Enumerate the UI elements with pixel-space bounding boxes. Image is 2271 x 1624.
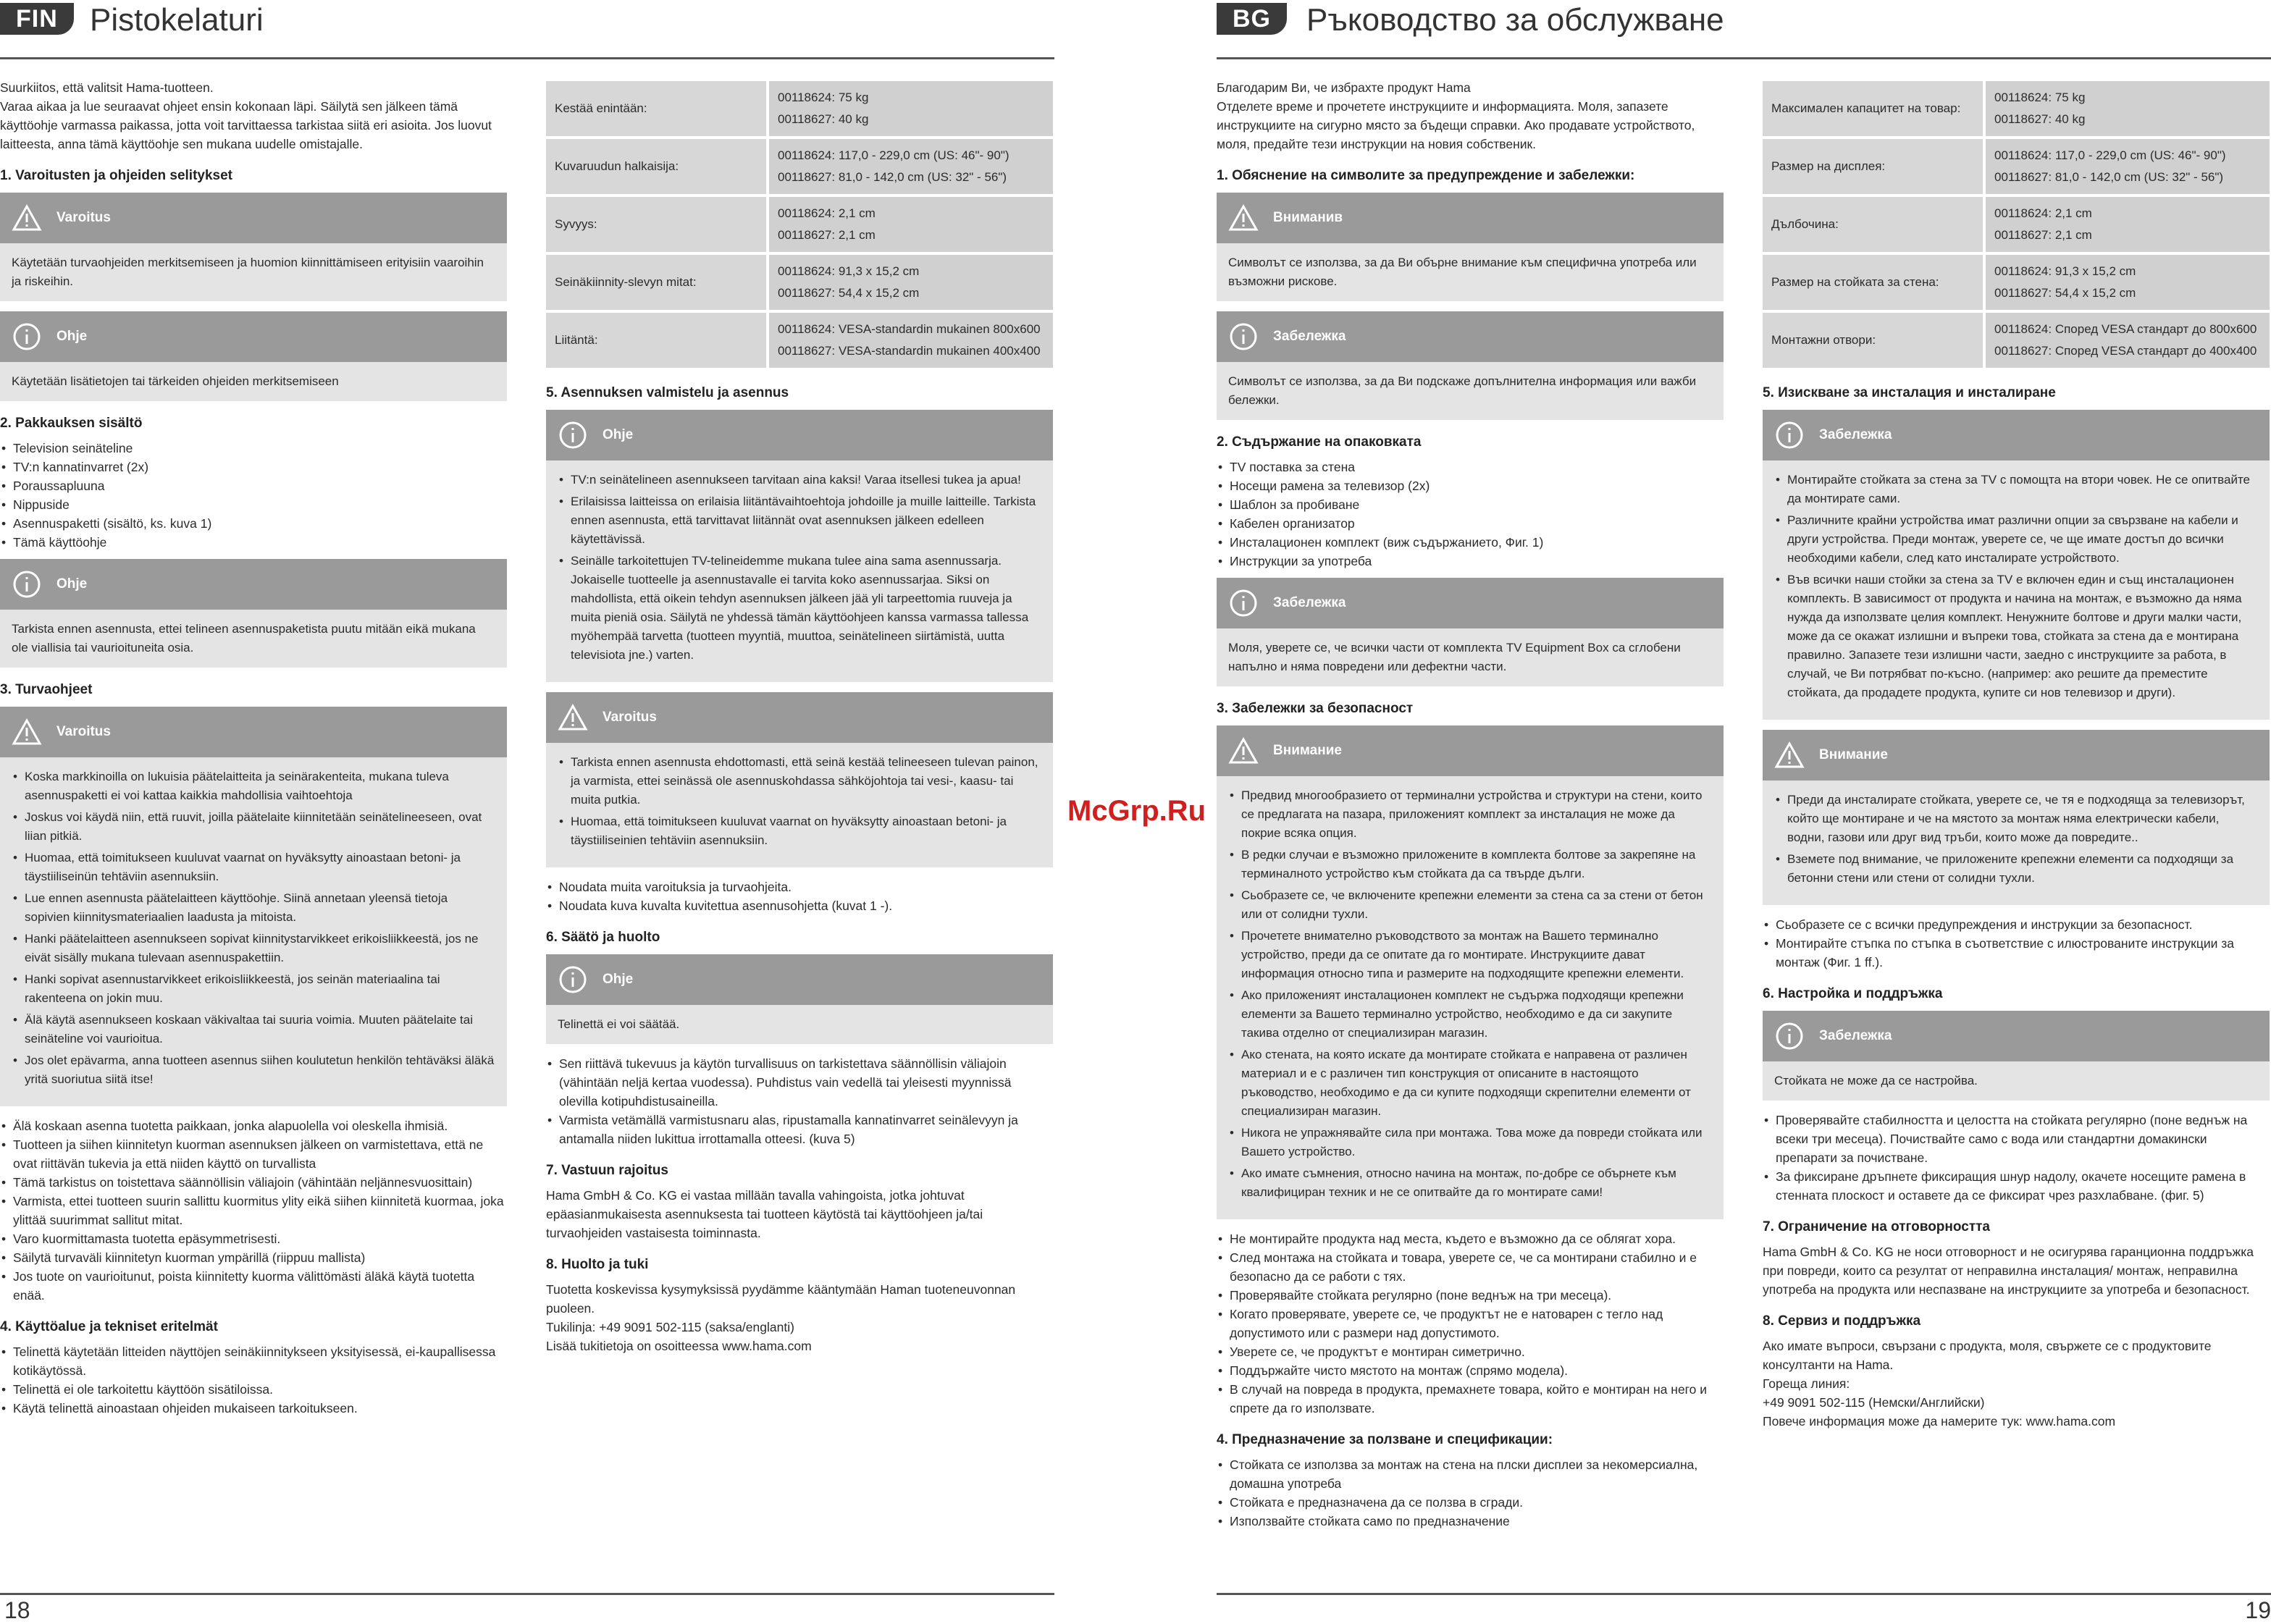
spec-table xyxy=(1763,78,2270,371)
section-5-title: 5. Изискване за инсталация и инсталиране xyxy=(1763,385,2056,400)
page-finnish xyxy=(0,0,1054,1621)
intro-line-1: Благодарим Ви, че избрахте продукт Hama xyxy=(1217,80,1471,95)
list-item: • За фиксиране дръпнете фиксиращия шнур надолу, окачете носещите рамена в стенната плоскост и оставете да се фиксират чрез разхлабване. (фиг. 5) xyxy=(1763,1167,2270,1205)
list-item: • Проверявайте стойката регулярно (поне веднъж на три месеца). xyxy=(1217,1286,1724,1305)
spec-value: 00118624: 91,3 x 15,2 cm xyxy=(778,264,920,278)
list-item: • Носещи рамена за телевизор (2x) xyxy=(1217,476,1724,495)
list-item: • Poraussapluuna xyxy=(0,476,507,495)
spec-value: 00118627: 81,0 - 142,0 cm (US: 32" - 56") xyxy=(1994,170,2224,184)
list-item: • Поддържайте чисто мястото на монтаж (спрямо модела). xyxy=(1217,1361,1724,1380)
column-2 xyxy=(546,78,1053,1355)
page-footer-rule xyxy=(1217,1593,2271,1595)
table-row xyxy=(1763,313,2270,368)
spec-value: 00118624: 91,3 x 15,2 cm xyxy=(1994,264,2136,278)
language-badge: BG xyxy=(1217,3,1287,35)
list-item: • Сьобразете се с всички предупреждения и инструкции за безопасност. xyxy=(1763,915,2270,934)
info-circle-icon xyxy=(1227,320,1260,353)
info-label: Ohje xyxy=(56,329,88,344)
spec-value: 00118627: 2,1 cm xyxy=(1994,228,2092,242)
warning-box xyxy=(546,692,1053,867)
column-1 xyxy=(0,78,507,1425)
info-circle-icon xyxy=(1227,586,1260,620)
section-8-title: 8. Huolto ja tuki xyxy=(546,1257,649,1272)
info-text: Tarkista ennen asennusta, ettei telineen asennuspaketista puutu mitään eikä mukana ole viallisia tai vaurioituneita osia. xyxy=(0,610,507,668)
warning-label: Внимание xyxy=(1273,743,1342,758)
list-item: • Сьобразете се, че включените крепежни елементи за стена са за стени от бетон или от солидни тухли. xyxy=(1228,886,1712,924)
section-4-title: 4. Предназначение за ползване и спецификации: xyxy=(1217,1432,1553,1447)
intro-line-1: Suurkiitos, että valitsit Hama-tuotteen. xyxy=(0,80,214,95)
spec-key: Размер на дисплея: xyxy=(1763,139,1986,194)
list-item: • Ако стената, на която искате да монтирате стойката е направена от различен материал и е с различен тип конструкция от описаните в настоящото ръководство, необходимо е да си купите подходящи скрепителни елементи от специализиран магазин. xyxy=(1228,1045,1712,1121)
section-3-title: 3. Turvaohjeet xyxy=(0,682,93,697)
warning-text: Символът се използва, за да Ви обърне внимание към специфична употреба или възможни рискове. xyxy=(1217,243,1724,301)
list-item: • Не монтирайте продукта над места, където е възможно да се облягат хора. xyxy=(1217,1229,1724,1248)
support-line: Повече информация може да намерите тук: www.hama.com xyxy=(1763,1414,2116,1429)
spec-value: 00118627: 54,4 x 15,2 cm xyxy=(778,286,920,300)
info-box xyxy=(1763,410,2270,720)
list-item: • Монтирайте стъпка по стъпка в съответствие с илюстрованите инструкции за монтаж (Фиг. 1 ff.). xyxy=(1763,934,2270,972)
page-header xyxy=(0,0,1054,59)
list-item: • Älä käytä asennukseen koskaan väkivaltaa tai suuria voimia. Muuten päätelaite tai seinäteline voi vaurioitua. xyxy=(12,1011,495,1048)
section-8-title: 8. Сервиз и поддръжка xyxy=(1763,1313,1921,1329)
table-row xyxy=(1763,197,2270,252)
list-item: • Tämä tarkistus on toistettava säännöllisin väliajoin (vähintään neljännesvuosittain) xyxy=(0,1173,507,1192)
list-item: • Шаблон за пробиване xyxy=(1217,495,1724,514)
section-1-title: 1. Обяснение на символите за предупреждение и забележки: xyxy=(1217,168,1635,183)
table-row xyxy=(546,81,1053,136)
spec-value: 00118627: 40 kg xyxy=(1994,112,2086,126)
warning-label: Внимание xyxy=(1819,747,1888,762)
support-line: Tuotetta koskevissa kysymyksissä pyydämme kääntymään Haman tuoteneuvonnan puoleen. xyxy=(546,1282,1016,1316)
list-item: • TV:n kannatinvarret (2x) xyxy=(0,458,507,476)
section-7-title: 7. Vastuun rajoitus xyxy=(546,1163,668,1178)
info-text: Символът се използва, за да Ви подскаже допълнителна информация или важби бележки. xyxy=(1217,362,1724,420)
list-item: • Telinettä käytetään litteiden näyttöjen seinäkiinnitykseen yksityisessä, ei-kaupallisessa kotikäytössä. xyxy=(0,1342,507,1380)
usage-list xyxy=(1217,1455,1724,1531)
warning-box xyxy=(1217,725,1724,1219)
warning-triangle-icon xyxy=(10,201,43,235)
list-item: • Älä koskaan asenna tuotetta paikkaan, jonka alapuolella voi oleskella ihmisiä. xyxy=(0,1116,507,1135)
info-box xyxy=(546,954,1053,1044)
support-line: Lisää tukitietoja on osoitteessa www.hama.com xyxy=(546,1339,812,1353)
table-row xyxy=(1763,255,2270,310)
spec-key: Kuvaruudun halkaisija: xyxy=(546,139,769,194)
list-item: • Вземете под внимание, че приложените крепежни елементи са подходящи за бетонни стени или стени от солидни тухли. xyxy=(1774,850,2258,888)
liability-text: Hama GmbH & Co. KG не носи отговорност и не осигурява гаранционна поддръжка при повреди, които са резултат от неправилна инсталация/ монтаж, неправилна употреба на продукта или неспазване на инструкциите за употреба и безопасност. xyxy=(1763,1245,2254,1297)
info-label: Ohje xyxy=(603,427,634,442)
list-item: • Никога не упражнявайте сила при монтажа. Това може да повреди стойката или Вашето устройство. xyxy=(1228,1124,1712,1161)
support-line: Tukilinja: +49 9091 502-115 (saksa/englanti) xyxy=(546,1320,794,1334)
list-item: • В редки случаи е възможно приложените в комплекта болтове за закрепяне на терминалното устройство към стойката да са твърде дълги. xyxy=(1228,846,1712,883)
watermark: McGrp.Ru xyxy=(1067,795,1206,827)
spec-value: 00118627: 54,4 x 15,2 cm xyxy=(1994,286,2136,300)
info-box xyxy=(1763,1011,2270,1101)
spec-key: Seinäkiinnity-slevyn mitat: xyxy=(546,255,769,310)
table-row xyxy=(1763,139,2270,194)
warning-box xyxy=(1217,193,1724,301)
support-line: Ако имате въпроси, свързани с продукта, моля, свържете се с продуктовите консултанти на Hama. xyxy=(1763,1339,2212,1372)
info-box xyxy=(0,559,507,668)
spec-value: 00118627: VESA-standardin mukainen 400x400 xyxy=(778,344,1041,358)
list-item: • Jos tuote on vaurioitunut, poista kiinnitetty kuorma välittömästi äläkä käytä tuotetta enää. xyxy=(0,1267,507,1305)
info-circle-icon xyxy=(10,568,43,601)
support-line: Гореща линия: xyxy=(1763,1376,1850,1391)
install-list xyxy=(1763,915,2270,972)
table-row xyxy=(546,197,1053,252)
list-item: • Hanki päätelaitteen asennukseen sopivat kiinnitystarvikkeet erikoisliikkeestä, jos ne eivät sisälly mukana tulevaan asennuspakettiin. xyxy=(12,930,495,967)
info-text: Стойката не може да се настройва. xyxy=(1763,1061,2270,1101)
warning-label: Varoitus xyxy=(603,710,657,725)
spec-value: 00118627: 81,0 - 142,0 cm (US: 32" - 56") xyxy=(778,170,1007,184)
list-item: • Монтирайте стойката за стена за TV с помощта на втори човек. Не се опитвайте да монтирате сами. xyxy=(1774,471,2258,508)
warning-text: Käytetään turvaohjeiden merkitsemiseen ja huomion kiinnittämiseen erityisiin vaaroihin ja riskeihin. xyxy=(0,243,507,301)
spec-key: Размер на стойката за стена: xyxy=(1763,255,1986,310)
page-title: Pistokelaturi xyxy=(90,2,264,38)
section-2-title: 2. Pakkauksen sisältö xyxy=(0,416,143,431)
list-item: • Television seinäteline xyxy=(0,439,507,458)
warning-box xyxy=(0,193,507,301)
column-1 xyxy=(1217,78,1724,1538)
list-item: • Различните крайни устройства имат различни опции за свързване на кабели и други устройства. Преди монтаж, уверете се, че ще имате достъп до всички необходими кабели, след като инсталирате устройството. xyxy=(1774,511,2258,568)
warning-label: Varoitus xyxy=(56,210,111,225)
info-label: Ohje xyxy=(56,576,88,592)
page-header xyxy=(1217,0,2271,59)
section-4-title: 4. Käyttöalue ja tekniset eritelmät xyxy=(0,1319,218,1334)
table-row xyxy=(1763,81,2270,136)
list-item: • Koska markkinoilla on lukuisia päätelaitteita ja seinärakenteita, mukana tuleva asennuspaketti ei voi kattaa kaikkia mahdollisia vaihtoehtoja xyxy=(12,767,495,805)
list-item: • Varmista, ettei tuotteen suurin sallittu kuormitus ylity eikä siihen kiinnitetä kuormaa, joka ylittää suurimmat sallitut mitat. xyxy=(0,1192,507,1229)
info-text: Telinettä ei voi säätää. xyxy=(546,1005,1053,1044)
section-7-title: 7. Ограничение на отговорността xyxy=(1763,1219,1990,1234)
list-item: • Стойката е предназначена да се ползва в сгради. xyxy=(1217,1493,1724,1512)
list-item: • Ако имате съмнения, относно начина на монтаж, по-добре се обърнете към квалифициран техник и не се опитвайте да го монтирате сами! xyxy=(1228,1164,1712,1202)
spec-value: 00118624: 117,0 - 229,0 cm (US: 46"- 90") xyxy=(1994,148,2226,162)
list-item: • Noudata kuva kuvalta kuvitettua asennusohjetta (kuvat 1 -). xyxy=(546,896,1053,915)
info-circle-icon xyxy=(10,320,43,353)
list-item: • Telinettä ei ole tarkoitettu käyttöön sisätiloissa. xyxy=(0,1380,507,1399)
intro-line-2: Отделете време и прочетете инструкциите и информацията. Моля, запазете инструкциите на сигурно място за бъдещи справки. Ако продавате устройството, моля, предайте тези инструкции на новия собственик. xyxy=(1217,99,1695,151)
list-item: • Käytä telinettä ainoastaan ohjeiden mukaiseen tarkoitukseen. xyxy=(0,1399,507,1418)
list-item: • Използвайте стойката само по предназначение xyxy=(1217,1512,1724,1531)
list-item: • Asennuspaketti (sisältö, ks. kuva 1) xyxy=(0,514,507,533)
info-text: Моля, уверете се, че всички части от комплекта TV Equipment Box са сглобени напълно и няма повредени или дефектни части. xyxy=(1217,628,1724,686)
maintenance-list xyxy=(1763,1111,2270,1205)
list-item: • Huomaa, että toimitukseen kuuluvat vaarnat on hyväksytty ainoastaan betoni- ja täystiiliseinien tehtäviin asennuksiin. xyxy=(558,812,1041,850)
spec-key: Liitäntä: xyxy=(546,313,769,368)
info-label: Ohje xyxy=(603,972,634,987)
list-item: • Tämä käyttöohje xyxy=(0,533,507,552)
table-row xyxy=(546,255,1053,310)
list-item: • След монтажа на стойката и товара, уверете се, че са монтирани стабилно и е безопасно да се работи с тях. xyxy=(1217,1248,1724,1286)
column-2 xyxy=(1763,78,2270,1431)
list-item: • Nippuside xyxy=(0,495,507,514)
intro-line-2: Varaa aikaa ja lue seuraavat ohjeet ensin kokonaan läpi. Säilytä sen jälkeen tämä käyttöohje varmassa paikassa, jotta voit tarvittaessa tarkistaa siitä eri asioita. Jos luovut laitteesta, anna tämä käyttöohje sen mukana uudelle omistajalle. xyxy=(0,99,492,151)
list-item: • Hanki sopivat asennustarvikkeet erikoisliikkeestä, jos seinän materiaalina tai rakenteena on jokin muu. xyxy=(12,970,495,1008)
list-item: • Прочетете внимателно ръководството за монтаж на Вашето терминално устройство, преди да се опитате да го монтирате. Инструкциите дават информация относно типа и размерите на подходящите крепежни елементи. xyxy=(1228,927,1712,983)
spec-value: 00118624: Според VESA стандарт до 800x600 xyxy=(1994,322,2257,336)
warning-box xyxy=(0,707,507,1106)
list-item: • Joskus voi käydä niin, että ruuvit, joilla päätelaite kiinnitetään seinätelineeseen, ovat liian pitkiä. xyxy=(12,808,495,846)
spec-value: 00118624: 75 kg xyxy=(1994,91,2086,104)
page-title: Ръководство за обслужване xyxy=(1306,2,1724,38)
spec-key: Дълбочина: xyxy=(1763,197,1986,252)
spec-value: 00118624: VESA-standardin mukainen 800x600 xyxy=(778,322,1041,336)
info-circle-icon xyxy=(1773,418,1806,452)
spec-value: 00118624: 2,1 cm xyxy=(778,206,876,220)
section-3-title: 3. Забележки за безопасност xyxy=(1217,701,1414,716)
page-bulgarian xyxy=(1217,0,2271,1621)
info-box xyxy=(546,410,1053,682)
list-item: • Tuotteen ja siihen kiinnitetyn kuorman asennuksen jälkeen on varmistettava, että ne ovat riittävän tukevia ja että niiden käyttö on turvallista xyxy=(0,1135,507,1173)
warning-triangle-icon xyxy=(1773,739,1806,772)
package-contents-list xyxy=(0,439,507,552)
list-item: • TV поставка за стена xyxy=(1217,458,1724,476)
info-text: Käytetään lisätietojen tai tärkeiden ohjeiden merkitsemiseen xyxy=(0,362,507,401)
spec-value: 00118624: 75 kg xyxy=(778,91,869,104)
spec-value: 00118627: 2,1 cm xyxy=(778,228,876,242)
info-label: Забележка xyxy=(1819,1028,1892,1043)
warning-triangle-icon xyxy=(1227,201,1260,235)
list-item: • Предвид многообразието от терминални устройства и структури на стени, които се предлагата на пазара, приложеният комплект за инсталация не може да покрие всяка опция. xyxy=(1228,786,1712,843)
spec-table xyxy=(546,78,1053,371)
list-item: • Кабелен организатор xyxy=(1217,514,1724,533)
list-item: • Tarkista ennen asennusta ehdottomasti, että seinä kestää telineeseen tulevan painon, ja varmista, ettei seinässä ole asennuskohdassa sähköjohtoja tai vesi-, kaasu- tai muita putkia. xyxy=(558,753,1041,809)
info-box xyxy=(1217,578,1724,686)
info-circle-icon xyxy=(1773,1019,1806,1053)
safety-list xyxy=(0,1116,507,1305)
spec-key: Максимален капацитет на товар: xyxy=(1763,81,1986,136)
warning-label: Вниманив xyxy=(1273,210,1343,225)
list-item: • Във всички наши стойки за стена за TV е включен един и същ инсталационен комплекть. В зависимост от продукта и начина на монтаж, е възможно да няма нужда да използвате целия комплект. Ненужните болтове и други малки части, може да се окажат излишни и въпреки това, стойката за стена да е монтирана правилно. Запазете тези излишни части, заедно с инструкциите за работа, в случай, че Ви потрябват по-късно. (например: ако решите да преместите стойката, да продадете продукта, купите си нов телевизор и други). xyxy=(1774,571,2258,702)
info-label: Забележка xyxy=(1819,427,1892,442)
list-item: • Erilaisissa laitteissa on erilaisia liitäntävaihtoehtoja johdoille ja muille laitteille. Tarkista ennen asennusta, että tarvittavat liitännät ovat asennuksen jälkeen edelleen käytettävissä. xyxy=(558,492,1041,549)
spec-value: 00118627: 40 kg xyxy=(778,112,869,126)
page-number: 18 xyxy=(4,1597,30,1623)
list-item: • Säilytä turvaväli kiinnitetyn kuorman ympärillä (riippuu mallista) xyxy=(0,1248,507,1267)
section-5-title: 5. Asennuksen valmistelu ja asennus xyxy=(546,385,789,400)
spec-value: 00118627: Според VESA стандарт до 400x400 xyxy=(1994,344,2257,358)
section-2-title: 2. Съдържание на опаковката xyxy=(1217,434,1422,450)
list-item: • Преди да инсталирате стойката, уверете се, че тя е подходяща за телевизорът, който ще монтиране и че на мястото за монтаж няма електрически кабели, водни, газови или друг вид тръби, които може да повредите.. xyxy=(1774,791,2258,847)
list-item: • Varmista vetämällä varmistusnaru alas, ripustamalla kannatinvarret seinälevyyn ja antamalla niiden lukittua irrottamalla otteesi. (kuva 5) xyxy=(546,1111,1053,1148)
list-item: • Проверявайте стабилността и целостта на стойката регулярно (поне веднъж на всеки три месеца). Почиствайте само с вода или стандартни домакински препарати за почистване. xyxy=(1763,1111,2270,1167)
table-row xyxy=(546,139,1053,194)
table-row xyxy=(546,313,1053,368)
spec-value: 00118624: 117,0 - 229,0 cm (US: 46"- 90") xyxy=(778,148,1009,162)
page-number: 19 xyxy=(2245,1597,2271,1623)
spec-key: Syvyys: xyxy=(546,197,769,252)
list-item: • Sen riittävä tukevuus ja käytön turvallisuus on tarkistettava säännöllisin väliajoin (vähintään neljä kertaa vuodessa). Puhdistus vain vedellä tai yleisesti myynnissä olevilla kotipuhdistusaineilla. xyxy=(546,1054,1053,1111)
list-item: • В случай на повреда в продукта, премахнете товара, който е монтиран на него и спрете да го използвате. xyxy=(1217,1380,1724,1418)
package-contents-list xyxy=(1217,458,1724,571)
support-line: +49 9091 502-115 (Немски/Английски) xyxy=(1763,1395,1985,1410)
list-item: • Jos olet epävarma, anna tuotteen asennus siihen koulutetun henkilön tehtäväksi äläkä yritä suoriutua siitä itse! xyxy=(12,1051,495,1089)
spec-value: 00118624: 2,1 cm xyxy=(1994,206,2092,220)
list-item: • Ако приложеният инсталационен комплект не съдържа подходящи крепежни елементи за Вашето терминално устройство, необходимо е да си закупите такива отделно от специализиран магазин. xyxy=(1228,986,1712,1043)
warning-triangle-icon xyxy=(556,701,589,734)
info-label: Забележка xyxy=(1273,595,1346,610)
spec-key: Монтажни отвори: xyxy=(1763,313,1986,368)
usage-list xyxy=(0,1342,507,1418)
warning-label: Varoitus xyxy=(56,724,111,739)
warning-triangle-icon xyxy=(1227,734,1260,767)
install-list xyxy=(546,878,1053,915)
liability-text: Hama GmbH & Co. KG ei vastaa millään tavalla vahingoista, jotka johtuvat epäasianmukaisesta asennuksesta tai tuotteen käytöstä tai käyttöohjeen ja/tai turvaohjeiden vastaisesta toiminnasta. xyxy=(546,1188,983,1240)
language-badge: FIN xyxy=(0,3,74,35)
section-6-title: 6. Настройка и поддръжка xyxy=(1763,986,1943,1001)
list-item: • Lue ennen asennusta päätelaitteen käyttöohje. Siinä annetaan yleensä tietoja sopivien kiinnitysmateriaalien laadusta ja mitoista. xyxy=(12,889,495,927)
info-circle-icon xyxy=(556,418,589,452)
page-footer-rule xyxy=(0,1593,1054,1595)
info-box xyxy=(0,311,507,401)
maintenance-list xyxy=(546,1054,1053,1148)
info-circle-icon xyxy=(556,963,589,996)
list-item: • TV:n seinätelineen asennukseen tarvitaan aina kaksi! Varaa itsellesi tukea ja apua! xyxy=(558,471,1041,489)
list-item: • Varo kuormittamasta tuotetta epäsymmetrisesti. xyxy=(0,1229,507,1248)
warning-triangle-icon xyxy=(10,715,43,749)
list-item: • Уверете се, че продуктът е монтиран симетрично. xyxy=(1217,1342,1724,1361)
warning-box xyxy=(1763,730,2270,905)
info-label: Забележка xyxy=(1273,329,1346,344)
list-item: • Стойката се използва за монтаж на стена на плски дисплеи за некомерсиална, домашна употреба xyxy=(1217,1455,1724,1493)
section-6-title: 6. Säätö ja huolto xyxy=(546,930,660,945)
safety-list xyxy=(1217,1229,1724,1418)
section-1-title: 1. Varoitusten ja ohjeiden selitykset xyxy=(0,168,233,183)
list-item: • Инсталационен комплект (виж съдържанието, Фиг. 1) xyxy=(1217,533,1724,552)
list-item: • Seinälle tarkoitettujen TV-telineidemme mukana tulee aina sama asennussarja. Jokaiselle tuotteelle ja asennustavalle ei tarvita koko asennussarjaa. Siksi on mahdollista, että oikein tehdyn asennuksen jälkeen jää yli tarpeettomia ruuveja ja muita pieniä osia. Säilytä ne yhdessä tämän käyttöohjeen kanssa varmassa tallessa myöhempää tarvetta (tuotteen myyntiä, muuttoa, seinätelineen siirtämistä, uutta televisiota jne.) varten. xyxy=(558,552,1041,665)
list-item: • Инструкции за употреба xyxy=(1217,552,1724,571)
list-item: • Когато проверявате, уверете се, че продуктът не е натоварен с тегло над допустимото или с размери над допустимото. xyxy=(1217,1305,1724,1342)
list-item: • Huomaa, että toimitukseen kuuluvat vaarnat on hyväksytty ainoastaan betoni- ja täystiiliseinün tehtäviin asennuksiin. xyxy=(12,849,495,886)
list-item: • Noudata muita varoituksia ja turvaohjeita. xyxy=(546,878,1053,896)
spec-key: Kestää enintään: xyxy=(546,81,769,136)
info-box xyxy=(1217,311,1724,420)
